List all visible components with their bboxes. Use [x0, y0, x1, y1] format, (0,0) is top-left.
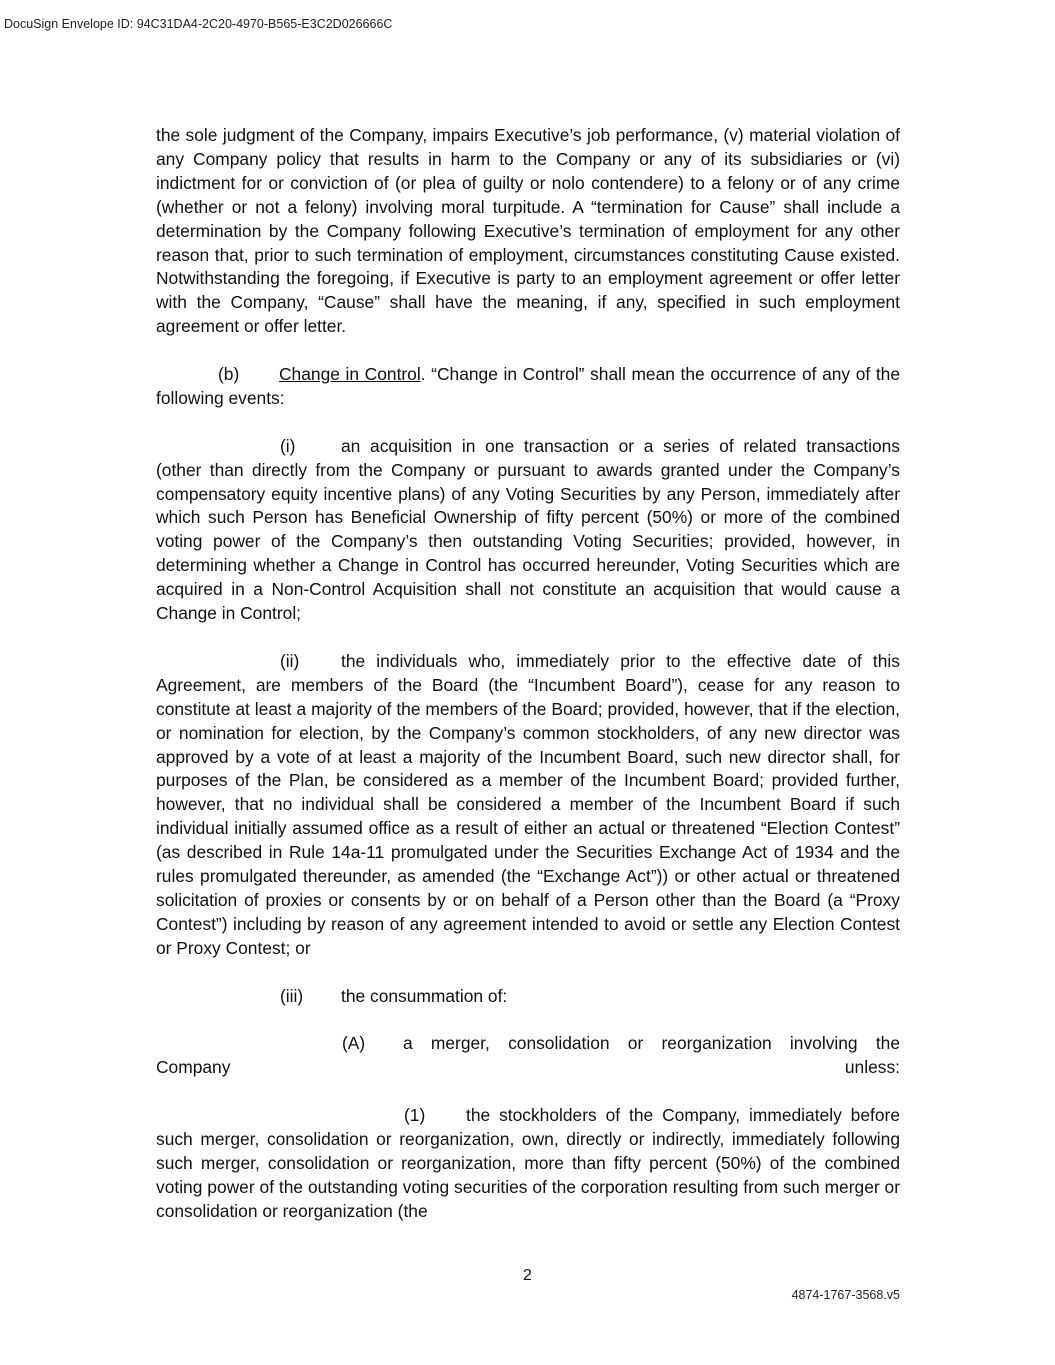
- document-body: [156, 124, 900, 1224]
- section-b-heading: Change in Control: [279, 364, 421, 385]
- docusign-envelope-id: DocuSign Envelope ID: 94C31DA4-2C20-4970-B565-E3C2D026666C: [4, 17, 393, 31]
- document-number: 4874-1767-3568.v5: [791, 1288, 900, 1302]
- item-1-stockholders: [156, 1104, 900, 1224]
- subclause-A-text: a merger, consolidation or reorganization involving the: [403, 1033, 900, 1054]
- item-1-marker: (1): [404, 1105, 426, 1126]
- subclause-A-first-line: [156, 1032, 900, 1056]
- item-1-text: the stockholders of the Company, immediately before such merger, consolidation or reorganization, own, directly or indirectly, immediately following such merger, consolidation or reorganization, more than fifty percent (50%) of the combined voting power of the outstanding voting securities of the corporation resulting from such merger or consolidation or reorganization (the: [156, 1105, 900, 1221]
- section-b-text: . “Change in Control” shall mean the occurrence of any of the following events:: [156, 364, 900, 408]
- subclause-A-marker: (A): [342, 1033, 366, 1054]
- clause-iii-marker: (iii): [280, 985, 304, 1006]
- section-b-marker: (b): [218, 364, 240, 385]
- clause-i-text: an acquisition in one transaction or a series of related transactions (other than directly from the Company or pursuant to awards granted under the Company’s compensatory equity incentive plans) of any Voting Securities by any Person, immediately after which such Person has Beneficial Ownership of fifty percent (50%) or more of the combined voting power of the Company’s then outstanding Voting Securities; provided, however, in determining whether a Change in Control has occurred hereunder, Voting Securities which are acquired in a Non-Control Acquisition shall not constitute an acquisition that would cause a Change in Control;: [156, 435, 900, 624]
- page-number: 2: [523, 1267, 532, 1284]
- clause-iii-text: the consummation of:: [341, 985, 508, 1006]
- section-b-change-in-control: [156, 363, 900, 411]
- clause-iii-consummation: [156, 985, 900, 1009]
- clause-i-acquisition: [156, 435, 900, 626]
- clause-ii-incumbent-board: [156, 650, 900, 961]
- subclause-A-continuation: Company unless:: [156, 1057, 900, 1078]
- subclause-A-merger: [156, 1032, 900, 1080]
- clause-ii-text: the individuals who, immediately prior to the effective date of this Agreement, are members of the Board (the “Incumbent Board”), cease for any reason to constitute at least a majority of the members of the Board; provided, however, that if the election, or nomination for election, by the Company’s common stockholders, of any new director was approved by a vote of at least a majority of the Incumbent Board, such new director shall, for purposes of the Plan, be considered as a member of the Incumbent Board; provided further, however, that no individual shall be considered a member of the Incumbent Board if such individual initially assumed office as a result of either an actual or threatened “Election Contest” (as described in Rule 14a-11 promulgated under the Securities Exchange Act of 1934 and the rules promulgated thereunder, as amended (the “Exchange Act”)) or other actual or threatened solicitation of proxies or consents by or on behalf of a Person other than the Board (a “Proxy Contest”) including by reason of any agreement intended to avoid or settle any Election Contest or Proxy Contest; or: [156, 650, 900, 958]
- clause-ii-marker: (ii): [280, 650, 300, 671]
- clause-i-marker: (i): [280, 435, 296, 456]
- paragraph-cause-definition: the sole judgment of the Company, impairs Executive’s job performance, (v) material violation of any Company policy that results in harm to the Company or any of its subsidiaries or (vi) indictment for or conviction of (or plea of guilty or nolo contendere) to a felony or of any crime (whether or not a felony) involving moral turpitude. A “termination for Cause” shall include a determination by the Company following Executive’s termination of employment for any other reason that, prior to such termination of employment, circumstances constituting Cause existed. Notwithstanding the foregoing, if Executive is party to an employment agreement or offer letter with the Company, “Cause” shall have the meaning, if any, specified in such employment agreement or offer letter.: [156, 125, 900, 337]
